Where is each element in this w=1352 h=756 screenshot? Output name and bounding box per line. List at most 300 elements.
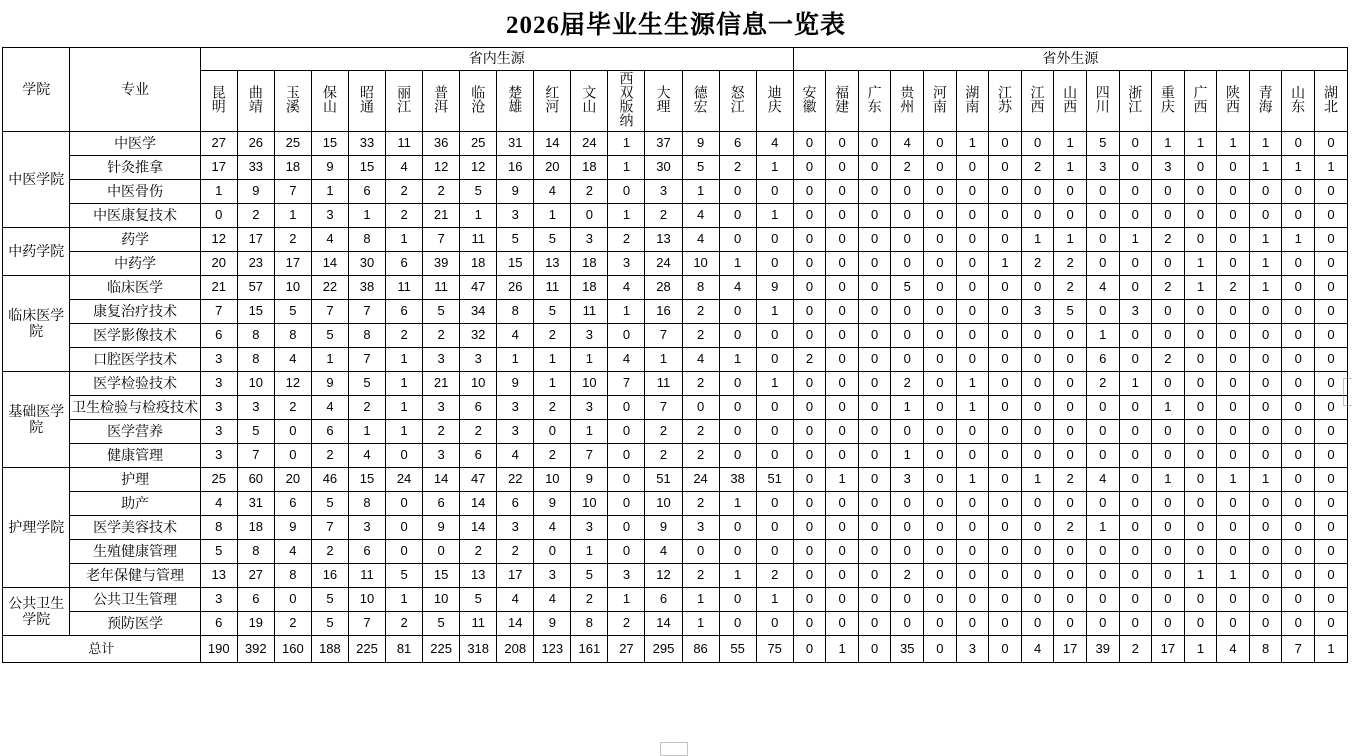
total-value-cell: 0 xyxy=(924,636,957,663)
value-cell: 0 xyxy=(1184,612,1217,636)
value-cell: 1 xyxy=(756,156,793,180)
value-cell: 4 xyxy=(386,156,423,180)
value-cell: 24 xyxy=(682,468,719,492)
column-header-32 xyxy=(1282,71,1315,132)
column-header-13 xyxy=(645,71,682,132)
value-cell: 8 xyxy=(237,324,274,348)
value-cell: 1 xyxy=(1282,228,1315,252)
value-cell: 1 xyxy=(348,204,385,228)
value-cell: 15 xyxy=(237,300,274,324)
value-cell: 1 xyxy=(1249,132,1282,156)
value-cell: 0 xyxy=(1249,180,1282,204)
value-cell: 0 xyxy=(793,300,826,324)
column-header-1 xyxy=(200,71,237,132)
value-cell: 0 xyxy=(924,564,957,588)
value-cell: 0 xyxy=(924,516,957,540)
value-cell: 0 xyxy=(423,540,460,564)
value-cell: 11 xyxy=(645,372,682,396)
college-cell xyxy=(3,468,70,588)
value-cell: 1 xyxy=(1086,324,1119,348)
column-header-21 xyxy=(924,71,957,132)
value-cell: 0 xyxy=(793,132,826,156)
value-cell: 0 xyxy=(793,276,826,300)
column-header-label: 重庆 xyxy=(1159,85,1176,114)
value-cell: 0 xyxy=(608,540,645,564)
column-header-label: 红河 xyxy=(544,85,561,114)
value-cell: 0 xyxy=(1314,468,1347,492)
header-major: 专业 xyxy=(70,48,200,132)
major-cell: 中医学 xyxy=(70,132,200,156)
value-cell: 4 xyxy=(682,228,719,252)
total-value-cell: 1 xyxy=(1184,636,1217,663)
table-row xyxy=(3,588,1348,612)
value-cell: 1 xyxy=(348,420,385,444)
value-cell: 1 xyxy=(1314,156,1347,180)
college-label: 中医学院 xyxy=(8,170,65,187)
value-cell: 1 xyxy=(1184,132,1217,156)
value-cell: 11 xyxy=(460,612,497,636)
value-cell: 7 xyxy=(423,228,460,252)
value-cell: 7 xyxy=(274,180,311,204)
value-cell: 1 xyxy=(534,204,571,228)
value-cell: 0 xyxy=(1184,516,1217,540)
value-cell: 0 xyxy=(793,588,826,612)
value-cell: 4 xyxy=(274,540,311,564)
value-cell: 4 xyxy=(719,276,756,300)
value-cell: 4 xyxy=(534,588,571,612)
value-cell: 0 xyxy=(608,444,645,468)
value-cell: 1 xyxy=(200,180,237,204)
value-cell: 24 xyxy=(386,468,423,492)
value-cell: 1 xyxy=(719,564,756,588)
value-cell: 1 xyxy=(682,612,719,636)
value-cell: 0 xyxy=(1217,324,1250,348)
value-cell: 36 xyxy=(423,132,460,156)
value-cell: 0 xyxy=(608,516,645,540)
major-cell: 针灸推拿 xyxy=(70,156,200,180)
value-cell: 1 xyxy=(1054,228,1087,252)
value-cell: 5 xyxy=(534,300,571,324)
total-value-cell: 0 xyxy=(989,636,1022,663)
value-cell: 0 xyxy=(1021,396,1054,420)
value-cell: 0 xyxy=(719,228,756,252)
value-cell: 5 xyxy=(534,228,571,252)
value-cell: 12 xyxy=(460,156,497,180)
value-cell: 51 xyxy=(645,468,682,492)
value-cell: 0 xyxy=(1217,588,1250,612)
value-cell: 0 xyxy=(1282,204,1315,228)
value-cell: 3 xyxy=(497,396,534,420)
value-cell: 0 xyxy=(924,468,957,492)
value-cell: 0 xyxy=(1054,444,1087,468)
value-cell: 6 xyxy=(237,588,274,612)
value-cell: 0 xyxy=(719,372,756,396)
value-cell: 60 xyxy=(237,468,274,492)
value-cell: 0 xyxy=(891,204,924,228)
value-cell: 3 xyxy=(497,204,534,228)
value-cell: 3 xyxy=(682,516,719,540)
value-cell: 14 xyxy=(645,612,682,636)
column-header-18 xyxy=(826,71,859,132)
value-cell: 0 xyxy=(891,420,924,444)
value-cell: 5 xyxy=(311,612,348,636)
value-cell: 7 xyxy=(237,444,274,468)
value-cell: 4 xyxy=(311,228,348,252)
value-cell: 10 xyxy=(348,588,385,612)
value-cell: 5 xyxy=(274,300,311,324)
value-cell: 2 xyxy=(891,372,924,396)
table-row xyxy=(3,348,1348,372)
value-cell: 0 xyxy=(793,372,826,396)
column-header-10 xyxy=(534,71,571,132)
value-cell: 0 xyxy=(1021,516,1054,540)
value-cell: 9 xyxy=(534,612,571,636)
value-cell: 3 xyxy=(571,396,608,420)
value-cell: 8 xyxy=(237,540,274,564)
value-cell: 0 xyxy=(891,348,924,372)
value-cell: 1 xyxy=(1249,228,1282,252)
college-label: 护理学院 xyxy=(8,518,65,535)
value-cell: 0 xyxy=(608,324,645,348)
value-cell: 0 xyxy=(719,300,756,324)
value-cell: 0 xyxy=(1282,516,1315,540)
value-cell: 0 xyxy=(1152,324,1185,348)
value-cell: 0 xyxy=(891,540,924,564)
value-cell: 0 xyxy=(989,444,1022,468)
value-cell: 0 xyxy=(826,492,859,516)
value-cell: 10 xyxy=(423,588,460,612)
column-header-label: 浙江 xyxy=(1127,85,1144,114)
group-header-row xyxy=(3,48,1348,71)
value-cell: 3 xyxy=(237,396,274,420)
value-cell: 1 xyxy=(956,468,989,492)
value-cell: 7 xyxy=(645,396,682,420)
value-cell: 1 xyxy=(1021,468,1054,492)
value-cell: 4 xyxy=(348,444,385,468)
value-cell: 2 xyxy=(571,180,608,204)
table-row xyxy=(3,204,1348,228)
value-cell: 7 xyxy=(608,372,645,396)
value-cell: 0 xyxy=(1054,396,1087,420)
value-cell: 0 xyxy=(924,348,957,372)
column-header-label: 河南 xyxy=(931,85,948,114)
value-cell: 0 xyxy=(1119,588,1152,612)
total-value-cell: 8 xyxy=(1249,636,1282,663)
value-cell: 0 xyxy=(1021,420,1054,444)
column-header-5 xyxy=(348,71,385,132)
table-row xyxy=(3,156,1348,180)
value-cell: 1 xyxy=(571,348,608,372)
value-cell: 0 xyxy=(719,540,756,564)
value-cell: 0 xyxy=(1314,420,1347,444)
column-header-label: 保山 xyxy=(321,85,338,114)
table-row xyxy=(3,228,1348,252)
value-cell: 0 xyxy=(793,540,826,564)
table-row xyxy=(3,444,1348,468)
value-cell: 1 xyxy=(1152,396,1185,420)
value-cell: 0 xyxy=(1314,492,1347,516)
value-cell: 0 xyxy=(989,468,1022,492)
total-value-cell: 0 xyxy=(858,636,891,663)
value-cell: 1 xyxy=(1217,132,1250,156)
value-cell: 10 xyxy=(534,468,571,492)
value-cell: 1 xyxy=(1086,516,1119,540)
value-cell: 0 xyxy=(1217,156,1250,180)
value-cell: 0 xyxy=(1086,252,1119,276)
value-cell: 0 xyxy=(1086,444,1119,468)
value-cell: 0 xyxy=(1054,492,1087,516)
value-cell: 10 xyxy=(682,252,719,276)
value-cell: 8 xyxy=(348,324,385,348)
value-cell: 7 xyxy=(645,324,682,348)
value-cell: 0 xyxy=(989,156,1022,180)
column-header-14 xyxy=(682,71,719,132)
value-cell: 0 xyxy=(989,492,1022,516)
value-cell: 0 xyxy=(1217,612,1250,636)
value-cell: 0 xyxy=(1282,396,1315,420)
column-header-29 xyxy=(1184,71,1217,132)
value-cell: 0 xyxy=(1119,564,1152,588)
column-header-label: 德宏 xyxy=(692,85,709,114)
value-cell: 0 xyxy=(1184,228,1217,252)
value-cell: 0 xyxy=(1086,540,1119,564)
value-cell: 0 xyxy=(756,252,793,276)
value-cell: 0 xyxy=(534,540,571,564)
total-value-cell: 17 xyxy=(1054,636,1087,663)
value-cell: 0 xyxy=(793,228,826,252)
value-cell: 0 xyxy=(1152,516,1185,540)
college-cell xyxy=(3,132,70,228)
value-cell: 0 xyxy=(1217,252,1250,276)
value-cell: 0 xyxy=(989,228,1022,252)
value-cell: 34 xyxy=(460,300,497,324)
value-cell: 0 xyxy=(1282,300,1315,324)
value-cell: 0 xyxy=(989,612,1022,636)
column-header-8 xyxy=(460,71,497,132)
value-cell: 0 xyxy=(1184,180,1217,204)
value-cell: 0 xyxy=(1217,516,1250,540)
value-cell: 0 xyxy=(989,204,1022,228)
college-label: 基础医学院 xyxy=(8,403,65,435)
value-cell: 0 xyxy=(1184,588,1217,612)
value-cell: 13 xyxy=(460,564,497,588)
value-cell: 0 xyxy=(858,540,891,564)
major-cell: 口腔医学技术 xyxy=(70,348,200,372)
value-cell: 4 xyxy=(1086,468,1119,492)
total-value-cell: 161 xyxy=(571,636,608,663)
value-cell: 4 xyxy=(497,324,534,348)
value-cell: 8 xyxy=(200,516,237,540)
value-cell: 6 xyxy=(200,324,237,348)
value-cell: 9 xyxy=(311,372,348,396)
value-cell: 0 xyxy=(1021,588,1054,612)
value-cell: 0 xyxy=(1249,420,1282,444)
value-cell: 5 xyxy=(423,300,460,324)
value-cell: 1 xyxy=(719,492,756,516)
total-value-cell: 75 xyxy=(756,636,793,663)
value-cell: 10 xyxy=(237,372,274,396)
value-cell: 3 xyxy=(423,444,460,468)
college-cell xyxy=(3,276,70,372)
column-header-28 xyxy=(1152,71,1185,132)
value-cell: 14 xyxy=(534,132,571,156)
value-cell: 26 xyxy=(497,276,534,300)
value-cell: 9 xyxy=(645,516,682,540)
table-row xyxy=(3,612,1348,636)
total-value-cell: 295 xyxy=(645,636,682,663)
value-cell: 0 xyxy=(1021,324,1054,348)
value-cell: 4 xyxy=(534,180,571,204)
value-cell: 2 xyxy=(460,540,497,564)
value-cell: 0 xyxy=(956,420,989,444)
value-cell: 22 xyxy=(497,468,534,492)
column-header-label: 大理 xyxy=(655,85,672,114)
value-cell: 0 xyxy=(1249,372,1282,396)
value-cell: 0 xyxy=(793,492,826,516)
value-cell: 0 xyxy=(1249,516,1282,540)
value-cell: 3 xyxy=(497,516,534,540)
value-cell: 8 xyxy=(571,612,608,636)
value-cell: 0 xyxy=(1152,444,1185,468)
table-row xyxy=(3,372,1348,396)
value-cell: 0 xyxy=(1249,300,1282,324)
value-cell: 0 xyxy=(924,180,957,204)
value-cell: 25 xyxy=(460,132,497,156)
value-cell: 0 xyxy=(719,180,756,204)
value-cell: 0 xyxy=(1282,420,1315,444)
value-cell: 2 xyxy=(891,156,924,180)
value-cell: 47 xyxy=(460,468,497,492)
value-cell: 8 xyxy=(682,276,719,300)
value-cell: 0 xyxy=(756,420,793,444)
column-header-label: 普洱 xyxy=(433,85,450,114)
value-cell: 0 xyxy=(924,324,957,348)
major-cell: 临床医学 xyxy=(70,276,200,300)
value-cell: 0 xyxy=(386,492,423,516)
value-cell: 0 xyxy=(1217,372,1250,396)
value-cell: 0 xyxy=(891,516,924,540)
value-cell: 0 xyxy=(1249,396,1282,420)
value-cell: 0 xyxy=(858,300,891,324)
value-cell: 0 xyxy=(1054,372,1087,396)
value-cell: 0 xyxy=(793,612,826,636)
value-cell: 0 xyxy=(924,276,957,300)
value-cell: 2 xyxy=(534,444,571,468)
value-cell: 0 xyxy=(826,348,859,372)
value-cell: 0 xyxy=(989,276,1022,300)
value-cell: 0 xyxy=(608,420,645,444)
value-cell: 25 xyxy=(200,468,237,492)
value-cell: 0 xyxy=(1282,372,1315,396)
value-cell: 3 xyxy=(1119,300,1152,324)
value-cell: 0 xyxy=(858,420,891,444)
value-cell: 9 xyxy=(311,156,348,180)
value-cell: 0 xyxy=(924,444,957,468)
value-cell: 0 xyxy=(956,348,989,372)
value-cell: 30 xyxy=(348,252,385,276)
value-cell: 1 xyxy=(1249,276,1282,300)
value-cell: 1 xyxy=(534,372,571,396)
value-cell: 7 xyxy=(311,300,348,324)
value-cell: 2 xyxy=(274,612,311,636)
value-cell: 3 xyxy=(200,444,237,468)
value-cell: 0 xyxy=(1184,396,1217,420)
table-row xyxy=(3,252,1348,276)
value-cell: 9 xyxy=(497,180,534,204)
value-cell: 0 xyxy=(1184,348,1217,372)
value-cell: 4 xyxy=(497,588,534,612)
value-cell: 0 xyxy=(608,468,645,492)
value-cell: 3 xyxy=(348,516,385,540)
value-cell: 0 xyxy=(826,180,859,204)
value-cell: 0 xyxy=(1086,396,1119,420)
value-cell: 0 xyxy=(1086,420,1119,444)
value-cell: 11 xyxy=(386,276,423,300)
value-cell: 0 xyxy=(1184,300,1217,324)
value-cell: 2 xyxy=(534,396,571,420)
value-cell: 0 xyxy=(826,156,859,180)
value-cell: 0 xyxy=(1249,324,1282,348)
column-header-3 xyxy=(274,71,311,132)
value-cell: 2 xyxy=(571,588,608,612)
value-cell: 0 xyxy=(1119,444,1152,468)
value-cell: 0 xyxy=(924,300,957,324)
major-cell: 老年保健与管理 xyxy=(70,564,200,588)
value-cell: 0 xyxy=(924,540,957,564)
value-cell: 9 xyxy=(756,276,793,300)
value-cell: 1 xyxy=(1282,156,1315,180)
column-header-label: 贵州 xyxy=(899,85,916,114)
value-cell: 0 xyxy=(1314,612,1347,636)
value-cell: 1 xyxy=(386,228,423,252)
value-cell: 2 xyxy=(423,180,460,204)
value-cell: 0 xyxy=(989,324,1022,348)
value-cell: 0 xyxy=(1217,180,1250,204)
value-cell: 25 xyxy=(274,132,311,156)
column-header-row xyxy=(3,71,1348,132)
value-cell: 1 xyxy=(956,396,989,420)
column-header-label: 昭通 xyxy=(359,85,375,114)
value-cell: 0 xyxy=(956,324,989,348)
value-cell: 0 xyxy=(989,372,1022,396)
value-cell: 0 xyxy=(1314,444,1347,468)
major-cell: 康复治疗技术 xyxy=(70,300,200,324)
value-cell: 0 xyxy=(1314,348,1347,372)
major-cell: 健康管理 xyxy=(70,444,200,468)
value-cell: 12 xyxy=(200,228,237,252)
value-cell: 51 xyxy=(756,468,793,492)
value-cell: 1 xyxy=(719,252,756,276)
value-cell: 1 xyxy=(311,180,348,204)
value-cell: 0 xyxy=(608,180,645,204)
value-cell: 1 xyxy=(756,204,793,228)
value-cell: 2 xyxy=(1054,276,1087,300)
major-cell: 卫生检验与检疫技术 xyxy=(70,396,200,420)
value-cell: 1 xyxy=(891,396,924,420)
value-cell: 0 xyxy=(793,324,826,348)
value-cell: 0 xyxy=(1021,540,1054,564)
value-cell: 0 xyxy=(793,420,826,444)
value-cell: 2 xyxy=(682,444,719,468)
value-cell: 0 xyxy=(756,396,793,420)
value-cell: 13 xyxy=(534,252,571,276)
value-cell: 0 xyxy=(956,276,989,300)
column-header-label: 安徽 xyxy=(801,85,818,114)
value-cell: 0 xyxy=(924,156,957,180)
value-cell: 0 xyxy=(956,228,989,252)
value-cell: 5 xyxy=(682,156,719,180)
value-cell: 4 xyxy=(608,348,645,372)
